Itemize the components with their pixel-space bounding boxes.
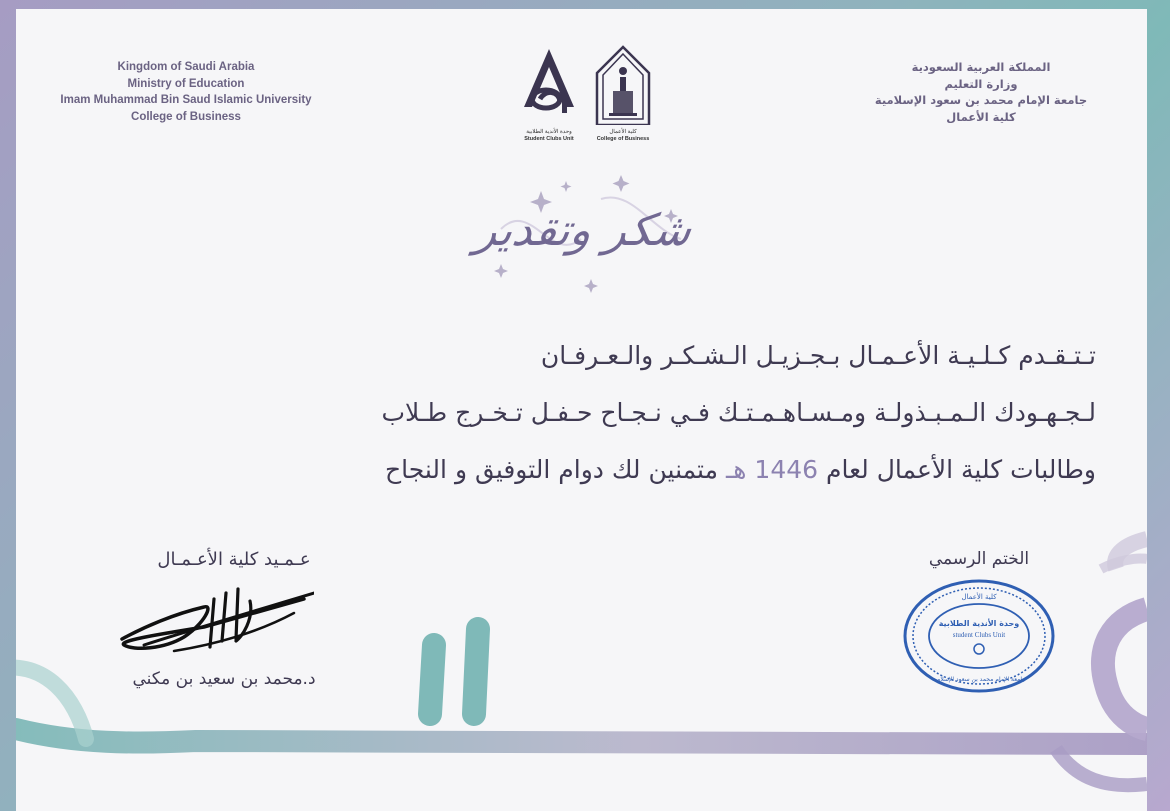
hijri-year: 1446 هـ <box>725 455 819 484</box>
dean-title: عـمـيد كلية الأعـمـال <box>157 549 311 570</box>
body-line-1: تـتـقـدم كـلـيـة الأعـمـال بـجـزيـل الـشـكـر والـعـرفـان <box>540 341 1096 370</box>
header-ar-country: المملكة العربية السعودية <box>911 60 1051 74</box>
business-caption-en: College of Business <box>596 136 650 142</box>
seal-label: الختم الرسمي <box>928 549 1030 569</box>
student-clubs-icon <box>516 45 582 125</box>
seal-inner-en: student Clubs Unit <box>952 631 1006 639</box>
student-clubs-logo <box>516 45 582 145</box>
seal-ring-top: كلية الأعمال <box>961 593 997 601</box>
certificate-body <box>96 327 1096 498</box>
clubs-caption-ar: وحدة الأندية الطلابية <box>526 129 572 135</box>
seal-inner-ar: وحدة الأندية الطلابية <box>938 619 1020 628</box>
body-line-3 <box>96 441 1096 498</box>
seal-emblem-icon <box>974 644 984 654</box>
clubs-caption-en: Student Clubs Unit <box>524 136 574 142</box>
title-thanks: شكر وتقدير <box>472 205 695 256</box>
header-english <box>56 59 316 125</box>
body-line-3-end: متمنين لك دوام التوفيق و النجاح <box>385 455 718 484</box>
university-emblem-icon <box>593 45 653 125</box>
header-ar-university: جامعة الإمام محمد بن سعود الإسلامية <box>874 93 1088 107</box>
header-ar-college: كلية الأعمال <box>946 109 1016 124</box>
body-line-3-start: وطالبات كلية الأعمال لعام <box>826 455 1096 484</box>
seal-ring-bottom: جامعة الإمام محمد بن سعود الإسلامية <box>932 676 1026 683</box>
official-seal-stamp <box>902 577 1056 695</box>
header-en-college: College of Business <box>131 110 241 123</box>
dean-signature <box>114 579 314 659</box>
header-en-country: Kingdom of Saudi Arabia <box>117 61 255 73</box>
college-of-business-logo <box>593 45 653 145</box>
header-arabic <box>851 59 1111 125</box>
dean-name: د.محمد بن سعيد بن مكني <box>132 669 316 689</box>
header-en-ministry: Ministry of Education <box>127 77 245 90</box>
title-calligraphy <box>471 169 696 294</box>
business-caption-ar: كلية الأعمال <box>609 129 637 135</box>
certificate-paper <box>16 9 1147 811</box>
header-en-university: Imam Muhammad Bin Saud Islamic University <box>60 94 312 106</box>
body-line-2: لـجـهـودك الـمـبـذولـة ومـسـاهـمـتـك فـي نـجـاح حـفـل تـخـرج طـلاب <box>381 398 1096 427</box>
header-ar-ministry: وزارة التعليم <box>944 76 1018 91</box>
